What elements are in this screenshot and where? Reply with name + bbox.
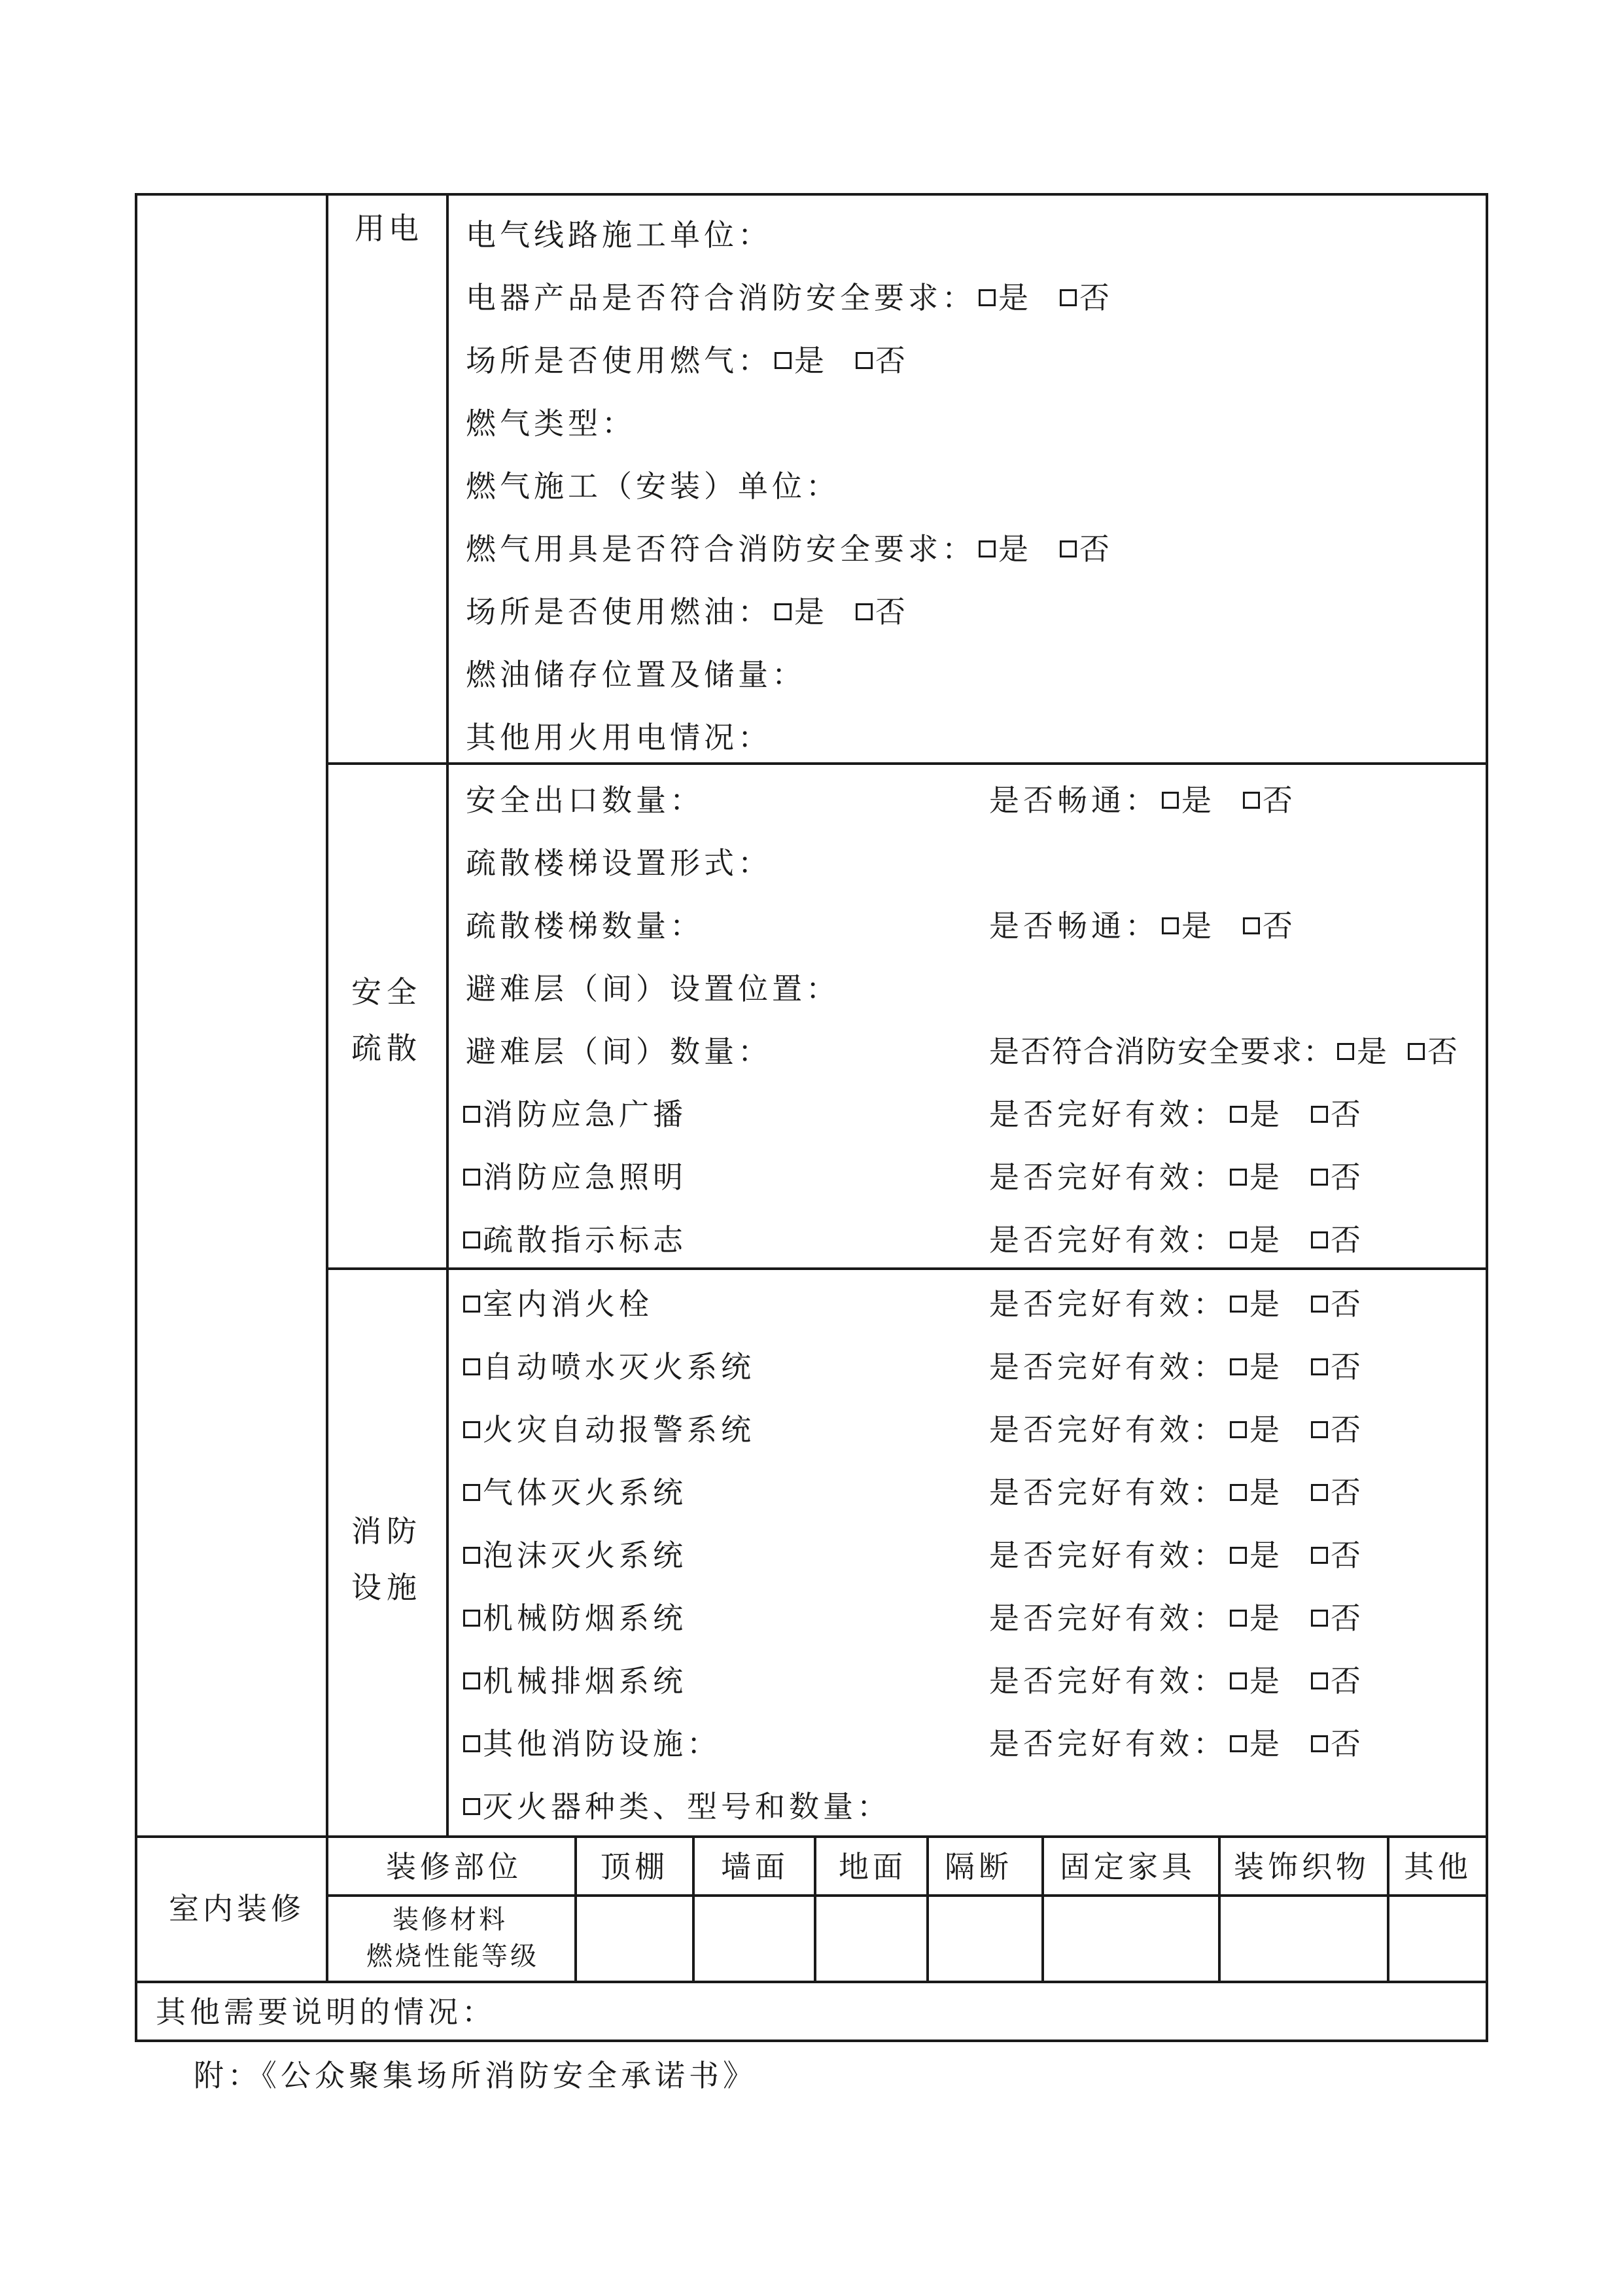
yes-label: 是 <box>1249 1097 1283 1132</box>
section-divider-3 <box>135 1835 1488 1838</box>
stair-count-field: 疏散楼梯数量： <box>466 908 704 944</box>
facility-label: 其他消防设施： <box>483 1726 721 1761</box>
other-fire-power-field: 其他用火用电情况： <box>466 720 772 755</box>
facility-row-sprinkler <box>461 1349 755 1385</box>
decoration-col-furniture: 固定家具 <box>1060 1849 1196 1884</box>
extinguisher-label: 灭火器种类、型号和数量： <box>483 1789 891 1824</box>
broadcast-effective-row <box>989 1096 1365 1133</box>
decoration-col-other: 其他 <box>1404 1849 1472 1884</box>
refuge-count-field: 避难层（间）数量： <box>466 1034 772 1069</box>
decoration-col-floor: 地面 <box>839 1849 907 1884</box>
facility-effective-row <box>989 1663 1365 1699</box>
facility-label: 泡沫灭火系统 <box>483 1538 687 1573</box>
broadcast-row <box>461 1096 687 1133</box>
refuge-compliance-row <box>989 1033 1459 1070</box>
exits-clear-label: 是否畅通： <box>989 783 1159 818</box>
decoration-col-fabric: 装饰织物 <box>1234 1849 1370 1884</box>
facility-row-gas <box>461 1474 687 1511</box>
stair-form-field: 疏散楼梯设置形式： <box>466 845 772 881</box>
effective-label: 是否完好有效： <box>989 1726 1227 1761</box>
extinguisher-row <box>461 1788 891 1825</box>
facility-checkbox[interactable] <box>463 1735 480 1752</box>
yes-label: 是 <box>1249 1286 1283 1322</box>
no-label: 否 <box>1079 531 1113 567</box>
no-label: 否 <box>875 594 909 629</box>
facility-row-smoke-exhaust <box>461 1663 687 1699</box>
facilities-label-line2: 设施 <box>351 1570 422 1605</box>
no-label: 否 <box>1331 1663 1365 1699</box>
broadcast-checkbox[interactable] <box>463 1106 480 1123</box>
effective-label: 是否完好有效： <box>989 1286 1227 1322</box>
no-checkbox[interactable] <box>1060 540 1077 557</box>
yes-label: 是 <box>1249 1600 1283 1636</box>
yes-label: 是 <box>998 280 1032 315</box>
lighting-effective-row <box>989 1159 1365 1195</box>
facility-label: 室内消火栓 <box>483 1286 653 1322</box>
facility-label: 机械防烟系统 <box>483 1600 687 1636</box>
gas-appliance-row <box>466 531 1113 567</box>
no-checkbox[interactable] <box>1311 1547 1328 1564</box>
yes-label: 是 <box>1249 1663 1283 1699</box>
no-checkbox[interactable] <box>1311 1484 1328 1501</box>
appliance-compliance-label: 电器产品是否符合消防安全要求： <box>466 280 976 315</box>
no-label: 否 <box>1331 1726 1365 1761</box>
facility-checkbox[interactable] <box>463 1672 480 1689</box>
deco-col-line-7 <box>1218 1835 1221 1982</box>
yes-checkbox[interactable] <box>1230 1610 1247 1627</box>
facility-effective-row <box>989 1474 1365 1511</box>
yes-checkbox[interactable] <box>1162 917 1179 934</box>
yes-checkbox[interactable] <box>1230 1421 1247 1438</box>
no-label: 否 <box>1263 908 1297 944</box>
no-checkbox[interactable] <box>1060 289 1077 306</box>
signs-row <box>461 1222 687 1258</box>
deco-col-line-8 <box>1387 1835 1389 1982</box>
no-label: 否 <box>1331 1222 1365 1258</box>
yes-checkbox[interactable] <box>775 352 792 369</box>
yes-label: 是 <box>998 531 1032 567</box>
gas-use-row <box>466 342 909 379</box>
deco-col-line-1 <box>326 1835 328 1982</box>
facility-label: 机械排烟系统 <box>483 1663 687 1699</box>
no-checkbox[interactable] <box>1311 1735 1328 1752</box>
facility-effective-row <box>989 1411 1365 1448</box>
signs-checkbox[interactable] <box>463 1231 480 1248</box>
facility-checkbox[interactable] <box>463 1296 480 1313</box>
refuge-compliance-label: 是否符合消防安全要求： <box>989 1034 1335 1069</box>
exits-clear-row <box>989 782 1297 819</box>
appliance-compliance-row <box>466 279 1113 316</box>
no-label: 否 <box>1331 1349 1365 1385</box>
stair-clear-label: 是否畅通： <box>989 908 1159 944</box>
facility-checkbox[interactable] <box>463 1421 480 1438</box>
facility-checkbox[interactable] <box>463 1484 480 1501</box>
facility-effective-row <box>989 1537 1365 1574</box>
section-divider-1 <box>326 762 1488 765</box>
yes-checkbox[interactable] <box>1337 1043 1354 1060</box>
yes-checkbox[interactable] <box>979 540 996 557</box>
deco-col-line-5 <box>926 1835 929 1982</box>
no-checkbox[interactable] <box>1311 1231 1328 1248</box>
no-label: 否 <box>1331 1412 1365 1447</box>
lighting-label: 消防应急照明 <box>483 1159 687 1195</box>
decoration-row-divider <box>326 1894 1488 1897</box>
facility-effective-row <box>989 1286 1365 1322</box>
yes-label: 是 <box>1249 1412 1283 1447</box>
facility-row-alarm <box>461 1411 755 1448</box>
decoration-label: 室内装修 <box>169 1891 305 1926</box>
facility-row-smoke-prevention <box>461 1600 687 1636</box>
yes-label: 是 <box>1249 1475 1283 1510</box>
yes-label: 是 <box>1181 783 1215 818</box>
yes-label: 是 <box>794 594 828 629</box>
extinguisher-checkbox[interactable] <box>463 1798 480 1815</box>
gas-use-label: 场所是否使用燃气： <box>466 343 772 378</box>
yes-checkbox[interactable] <box>1230 1547 1247 1564</box>
section-divider-2 <box>326 1267 1488 1270</box>
facility-row-foam <box>461 1537 687 1574</box>
yes-label: 是 <box>1249 1726 1283 1761</box>
no-checkbox[interactable] <box>1311 1106 1328 1123</box>
no-label: 否 <box>1427 1034 1459 1069</box>
yes-checkbox[interactable] <box>1230 1231 1247 1248</box>
no-checkbox[interactable] <box>1311 1358 1328 1375</box>
gas-appliance-label: 燃气用具是否符合消防安全要求： <box>466 531 976 567</box>
effective-label: 是否完好有效： <box>989 1475 1227 1510</box>
evacuation-label-line2: 疏散 <box>351 1031 422 1066</box>
yes-label: 是 <box>1181 908 1215 944</box>
yes-label: 是 <box>794 343 828 378</box>
yes-label: 是 <box>1249 1538 1283 1573</box>
gas-type-field: 燃气类型： <box>466 406 636 441</box>
evacuation-label-line1: 安全 <box>351 974 422 1010</box>
broadcast-label: 消防应急广播 <box>483 1097 687 1132</box>
effective-label: 是否完好有效： <box>989 1600 1227 1636</box>
table-border-right <box>1486 193 1488 2042</box>
wiring-unit-field: 电气线路施工单位： <box>466 217 772 253</box>
no-checkbox[interactable] <box>1311 1610 1328 1627</box>
effective-label: 是否完好有效： <box>989 1538 1227 1573</box>
no-checkbox[interactable] <box>856 352 873 369</box>
col-divider-1 <box>326 193 328 1837</box>
yes-checkbox[interactable] <box>1230 1169 1247 1186</box>
yes-checkbox[interactable] <box>1230 1358 1247 1375</box>
deco-col-line-6 <box>1041 1835 1044 1982</box>
no-checkbox[interactable] <box>1408 1043 1425 1060</box>
signs-effective-row <box>989 1222 1365 1258</box>
decoration-col-partition: 隔断 <box>945 1849 1013 1884</box>
facility-checkbox[interactable] <box>463 1610 480 1627</box>
yes-checkbox[interactable] <box>1230 1296 1247 1313</box>
no-label: 否 <box>1331 1538 1365 1573</box>
yes-checkbox[interactable] <box>1230 1484 1247 1501</box>
facility-label: 自动喷水灭火系统 <box>483 1349 755 1385</box>
facilities-section-label <box>331 1503 442 1616</box>
yes-checkbox[interactable] <box>1230 1106 1247 1123</box>
yes-label: 是 <box>1249 1349 1283 1385</box>
facility-effective-row <box>989 1349 1365 1385</box>
effective-label: 是否完好有效： <box>989 1222 1227 1258</box>
decoration-col-ceiling: 顶棚 <box>601 1849 669 1884</box>
facility-row-other <box>461 1725 721 1762</box>
facility-effective-row <box>989 1725 1365 1762</box>
effective-label: 是否完好有效： <box>989 1412 1227 1447</box>
no-checkbox[interactable] <box>1243 917 1260 934</box>
electric-section-label: 用电 <box>355 211 423 246</box>
effective-label: 是否完好有效： <box>989 1663 1227 1699</box>
no-label: 否 <box>875 343 909 378</box>
decoration-material-label-1: 装修材料 <box>393 1905 508 1935</box>
signs-label: 疏散指示标志 <box>483 1222 687 1258</box>
no-checkbox[interactable] <box>1311 1296 1328 1313</box>
effective-label: 是否完好有效： <box>989 1097 1227 1132</box>
table-border-bottom <box>135 2040 1488 2042</box>
yes-checkbox[interactable] <box>1230 1735 1247 1752</box>
facilities-label-line1: 消防 <box>351 1513 422 1549</box>
yes-label: 是 <box>1357 1034 1388 1069</box>
stair-clear-row <box>989 908 1297 944</box>
facility-checkbox[interactable] <box>463 1547 480 1564</box>
other-notes-field: 其他需要说明的情况： <box>156 1994 496 2030</box>
facility-label: 火灾自动报警系统 <box>483 1412 755 1447</box>
oil-use-label: 场所是否使用燃油： <box>466 594 772 629</box>
facility-label: 气体灭火系统 <box>483 1475 687 1510</box>
decoration-material-label-2: 燃烧性能等级 <box>366 1941 539 1971</box>
no-label: 否 <box>1331 1475 1365 1510</box>
yes-checkbox[interactable] <box>1230 1672 1247 1689</box>
yes-checkbox[interactable] <box>1162 792 1179 809</box>
no-checkbox[interactable] <box>1311 1169 1328 1186</box>
no-label: 否 <box>1331 1097 1365 1132</box>
no-label: 否 <box>1331 1286 1365 1322</box>
refuge-location-field: 避难层（间）设置位置： <box>466 971 840 1006</box>
no-checkbox[interactable] <box>1311 1421 1328 1438</box>
deco-col-line-4 <box>814 1835 816 1982</box>
form-table <box>135 193 1488 2042</box>
deco-col-line-2 <box>574 1835 577 1982</box>
yes-checkbox[interactable] <box>979 289 996 306</box>
oil-storage-field: 燃油储存位置及储量： <box>466 657 806 692</box>
effective-label: 是否完好有效： <box>989 1349 1227 1385</box>
no-label: 否 <box>1263 783 1297 818</box>
yes-checkbox[interactable] <box>775 603 792 620</box>
decoration-col-wall: 墙面 <box>721 1849 789 1884</box>
no-checkbox[interactable] <box>1243 792 1260 809</box>
evacuation-section-label <box>331 964 442 1076</box>
effective-label: 是否完好有效： <box>989 1159 1227 1195</box>
decoration-part-header: 装修部位 <box>386 1849 522 1884</box>
yes-label: 是 <box>1249 1159 1283 1195</box>
table-border-left <box>135 193 137 2042</box>
no-label: 否 <box>1079 280 1113 315</box>
section-divider-4 <box>135 1981 1488 1983</box>
no-label: 否 <box>1331 1600 1365 1636</box>
no-checkbox[interactable] <box>1311 1672 1328 1689</box>
oil-use-row <box>466 593 909 630</box>
exits-count-field: 安全出口数量： <box>466 783 704 818</box>
no-label: 否 <box>1331 1159 1365 1195</box>
attachment-note: 附：《公众聚集场所消防安全承诺书》 <box>194 2058 757 2093</box>
col-divider-2 <box>446 193 449 1837</box>
lighting-row <box>461 1159 687 1195</box>
deco-col-line-3 <box>692 1835 695 1982</box>
table-border-top <box>135 193 1488 196</box>
yes-label: 是 <box>1249 1222 1283 1258</box>
no-checkbox[interactable] <box>856 603 873 620</box>
gas-install-unit-field: 燃气施工（安装）单位： <box>466 468 840 504</box>
facility-effective-row <box>989 1600 1365 1636</box>
facility-row-hydrant <box>461 1286 653 1322</box>
lighting-checkbox[interactable] <box>463 1169 480 1186</box>
facility-checkbox[interactable] <box>463 1358 480 1375</box>
